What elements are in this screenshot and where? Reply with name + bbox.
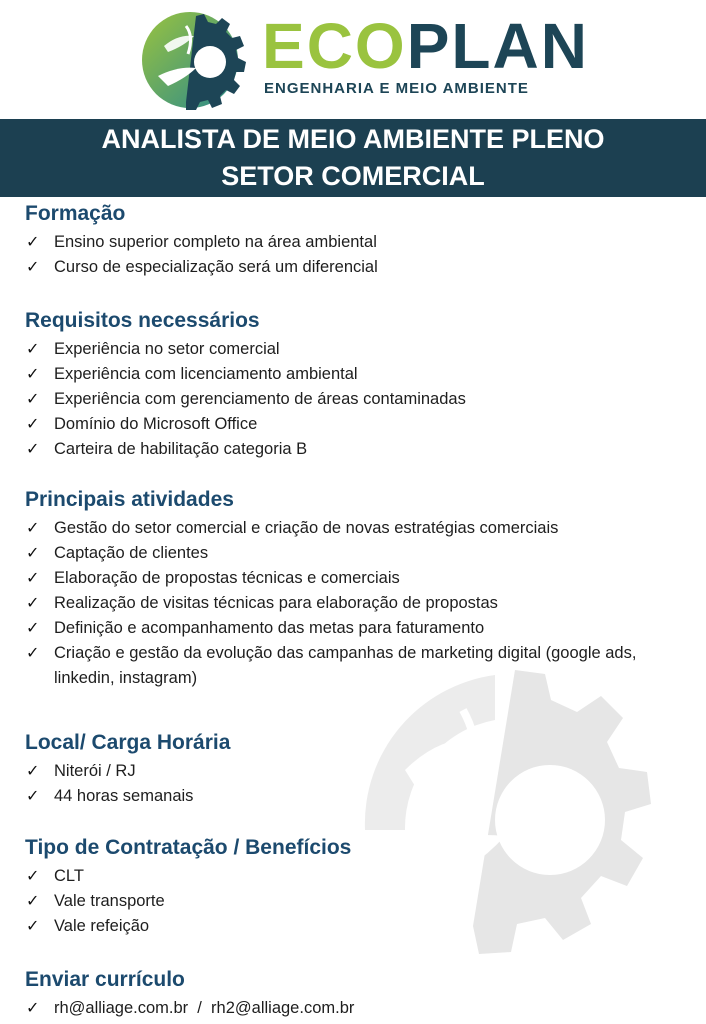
section-local [25, 731, 695, 809]
section-heading: Principais atividades [25, 488, 234, 511]
checkmark-icon: ✓ [26, 788, 40, 805]
job-title-banner [0, 119, 706, 197]
list-item [25, 616, 695, 641]
list-item-text: Definição e acompanhamento das metas para faturamento [54, 619, 485, 637]
section-heading: Local/ Carga Horária [25, 731, 231, 754]
list-item-text: Curso de especialização será um diferencial [54, 258, 378, 276]
list-item [25, 591, 695, 616]
list-item [25, 412, 695, 437]
section-heading: Requisitos necessários [25, 309, 260, 332]
section-heading: Enviar currículo [25, 968, 185, 991]
item-list [25, 516, 695, 691]
list-item-text: rh@alliage.com.br / rh2@alliage.com.br [54, 999, 355, 1017]
list-item-text: Realização de visitas técnicas para elaboração de propostas [54, 594, 498, 612]
section-enviar [25, 968, 695, 1021]
checkmark-icon: ✓ [26, 441, 40, 458]
checkmark-icon: ✓ [26, 391, 40, 408]
list-item [25, 784, 695, 809]
job-sector: SETOR COMERCIAL [221, 161, 485, 191]
checkmark-icon: ✓ [26, 234, 40, 251]
list-item [25, 230, 695, 255]
list-item [25, 889, 695, 914]
brand-plan: PLAN [406, 10, 589, 82]
section-requisitos [25, 309, 695, 462]
checkmark-icon: ✓ [26, 570, 40, 587]
checkmark-icon: ✓ [26, 868, 40, 885]
checkmark-icon: ✓ [26, 595, 40, 612]
list-item [25, 541, 695, 566]
item-list [25, 996, 695, 1021]
checkmark-icon: ✓ [26, 416, 40, 433]
checkmark-icon: ✓ [26, 763, 40, 780]
job-title: ANALISTA DE MEIO AMBIENTE PLENO [101, 124, 605, 154]
checkmark-icon: ✓ [26, 893, 40, 910]
checkmark-icon: ✓ [26, 1000, 40, 1017]
list-item-text: Ensino superior completo na área ambiental [54, 233, 377, 251]
item-list [25, 337, 695, 462]
list-item-text: Captação de clientes [54, 544, 209, 562]
list-item [25, 566, 695, 591]
list-item-text: Experiência com licenciamento ambiental [54, 365, 358, 383]
checkmark-icon: ✓ [26, 341, 40, 358]
list-item-text: Vale transporte [54, 892, 165, 910]
item-list [25, 230, 695, 280]
section-formacao [25, 202, 695, 280]
checkmark-icon: ✓ [26, 366, 40, 383]
list-item [25, 337, 695, 362]
brand-name [262, 10, 589, 82]
list-item-text: CLT [54, 867, 84, 885]
checkmark-icon: ✓ [26, 918, 40, 935]
list-item-text: Experiência no setor comercial [54, 340, 280, 358]
list-item [25, 362, 695, 387]
list-item-text: Gestão do setor comercial e criação de novas estratégias comerciais [54, 519, 559, 537]
section-heading: Formação [25, 202, 126, 225]
list-item-text: Domínio do Microsoft Office [54, 415, 258, 433]
list-item-text: Experiência com gerenciamento de áreas contaminadas [54, 390, 466, 408]
checkmark-icon: ✓ [26, 259, 40, 276]
checkmark-icon: ✓ [26, 645, 40, 662]
checkmark-icon: ✓ [26, 545, 40, 562]
list-item [25, 387, 695, 412]
list-item-text: Vale refeição [54, 917, 150, 935]
brand-eco: ECO [262, 10, 407, 82]
checkmark-icon: ✓ [26, 620, 40, 637]
list-item-text: Criação e gestão da evolução das campanhas de marketing digital (google ads, linkedin, instagram) [54, 644, 637, 687]
item-list [25, 864, 695, 939]
brand-tagline: ENGENHARIA E MEIO AMBIENTE [264, 80, 529, 97]
section-contratacao [25, 836, 695, 939]
ecoplan-logo-icon [138, 6, 250, 114]
list-item-text: Elaboração de propostas técnicas e comerciais [54, 569, 400, 587]
header-logo [0, 0, 706, 118]
list-item [25, 759, 695, 784]
list-item-text: 44 horas semanais [54, 787, 194, 805]
contact-emails [25, 996, 695, 1021]
list-item [25, 255, 695, 280]
list-item [25, 914, 695, 939]
list-item [25, 641, 695, 691]
checkmark-icon: ✓ [26, 520, 40, 537]
section-atividades [25, 488, 695, 691]
list-item-text: Niterói / RJ [54, 762, 136, 780]
watermark-logo-icon [345, 660, 665, 990]
list-item [25, 516, 695, 541]
list-item [25, 437, 695, 462]
section-heading: Tipo de Contratação / Benefícios [25, 836, 352, 859]
item-list [25, 759, 695, 809]
list-item-text: Carteira de habilitação categoria B [54, 440, 308, 458]
list-item [25, 864, 695, 889]
